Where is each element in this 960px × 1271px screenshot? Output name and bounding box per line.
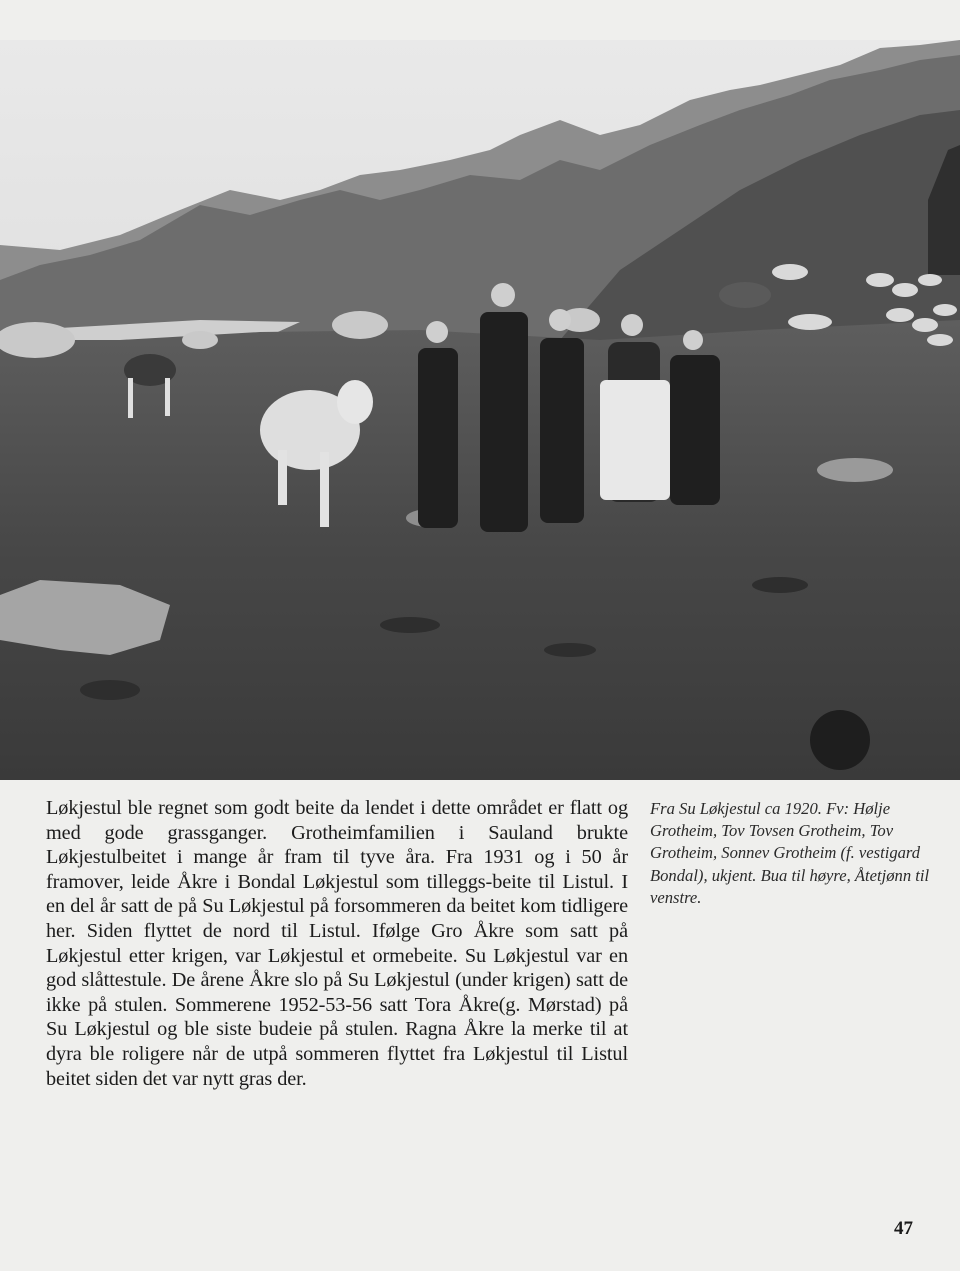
body-paragraph: Løkjestul ble regnet som godt beite da lendet i dette området er flatt og med gode grassganger. Grotheimfamilien i Sauland brukte Løkjestulbeitet i mange år fram til tyve åra. Fra 1931 og i 50 år framover, leide Åkre i Bondal Løkjestul som tilleggs-beite til Listul. I en del år satt de på Su Løkjestul på forsommeren da beitet kom tidligere her. Siden flyttet de nord til Listul. Ifølge Gro Åkre som satt på Løkjestul etter krigen, var Løkjestul et ormebeite. Su Løkjestul var en god slåttestule. De årene Åkre slo på Su Løkjestul (under krigen) satt de ikke på stulen. Sommerene 1952-53-56 satt Tora Åkre(g. Mørstad) på Su Løkjestul og ble siste budeie på stulen. Ragna Åkre la merke til at dyra ble roligere når de utpå sommeren flyttet fra Løkjestul til Listul beitet siden det var nytt gras der. — [46, 797, 628, 1090]
historical-photo — [0, 40, 960, 780]
rock-right — [817, 458, 893, 482]
page-number: 47 — [894, 1218, 913, 1239]
photo-caption: Fra Su Løkjestul ca 1920. Fv: Hølje Grotheim, Tov Tovsen Grotheim, Tov Grotheim, Sonnev Grotheim (f. vestigard Bondal), ukjent. Bua til høyre, Åtetjønn til venstre. — [650, 799, 930, 907]
photo-illustration — [0, 40, 960, 780]
